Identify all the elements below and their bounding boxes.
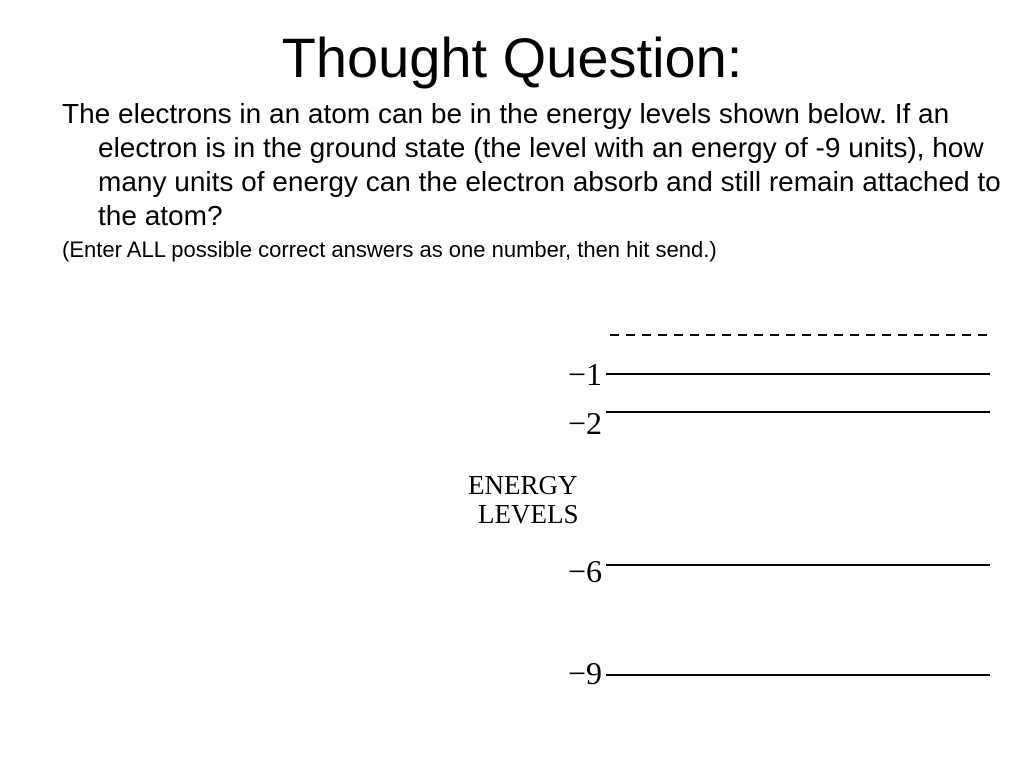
- energy-axis-label-line1: ENERGY: [468, 470, 578, 500]
- instruction-text: (Enter ALL possible correct answers as one number, then hit send.): [62, 237, 717, 262]
- energy-axis-label-line2: LEVELS: [478, 499, 579, 529]
- level-label-minus-1: −1: [568, 356, 603, 392]
- level-label-minus-9: −9: [568, 655, 603, 691]
- level-label-minus-2: −2: [568, 405, 603, 441]
- slide-title: Thought Question:: [281, 26, 743, 89]
- question-text: The electrons in an atom can be in the energy levels shown below. If an electron is in the ground state (the level with an energy of -9 units), how many units of energy can the electron absorb and still remain attached to the atom?: [62, 98, 1001, 231]
- level-label-minus-6: −6: [568, 553, 603, 589]
